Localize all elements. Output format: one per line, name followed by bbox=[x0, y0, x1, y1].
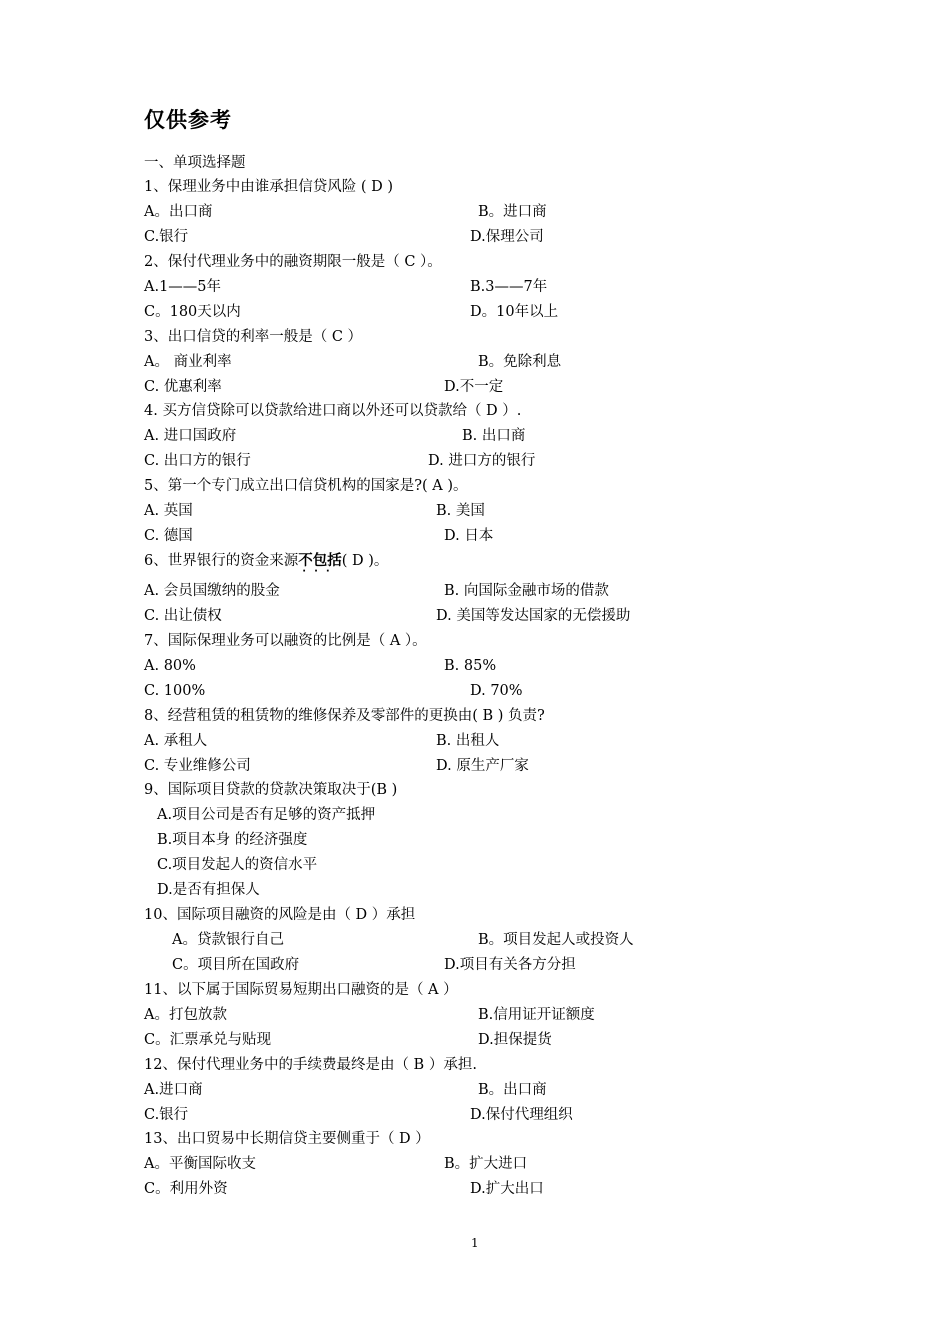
option-a: A.进口商 bbox=[144, 1082, 203, 1098]
option-c: C。项目所在国政府 bbox=[172, 957, 300, 973]
page-title: 仅供参考 bbox=[144, 108, 232, 132]
option-c: C.项目发起人的资信水平 bbox=[157, 857, 318, 873]
option-c: C.银行 bbox=[144, 229, 189, 245]
question-6-answer: ( D )。 bbox=[341, 553, 389, 569]
question-11: 11、以下属于国际贸易短期出口融资的是（ A ） bbox=[144, 982, 458, 998]
option-d: D. 70% bbox=[470, 683, 523, 699]
option-a: A。 商业利率 bbox=[144, 354, 232, 370]
option-d: D.担保提货 bbox=[478, 1032, 552, 1048]
option-d: D.不一定 bbox=[444, 379, 504, 395]
section-heading: 一、单项选择题 bbox=[144, 155, 246, 171]
option-b: B. 出口商 bbox=[462, 428, 526, 444]
option-d: D。10年以上 bbox=[470, 304, 559, 320]
option-b: B. 85% bbox=[444, 658, 497, 674]
option-b: B。出口商 bbox=[478, 1082, 547, 1098]
option-c: C. 专业维修公司 bbox=[144, 758, 251, 774]
option-a: A. 进口国政府 bbox=[144, 428, 237, 444]
option-c: C. 优惠利率 bbox=[144, 379, 222, 395]
option-d: D. 进口方的银行 bbox=[428, 453, 536, 469]
question-2: 2、保付代理业务中的融资期限一般是（ C ）。 bbox=[144, 254, 442, 270]
question-12: 12、保付代理业务中的手续费最终是由（ B ）承担. bbox=[144, 1057, 477, 1073]
option-b: B. 出租人 bbox=[436, 733, 500, 749]
option-b: B。扩大进口 bbox=[444, 1156, 528, 1172]
option-c: C. 100% bbox=[144, 683, 206, 699]
option-a: A.项目公司是否有足够的资产抵押 bbox=[157, 807, 376, 823]
question-8: 8、经营租赁的租赁物的维修保养及零部件的更换由( B ) 负责? bbox=[144, 708, 545, 724]
option-c: C。利用外资 bbox=[144, 1181, 228, 1197]
option-a: A。打包放款 bbox=[144, 1007, 227, 1023]
option-c: C.银行 bbox=[144, 1107, 189, 1123]
option-b: B. 美国 bbox=[436, 503, 485, 519]
option-c: C。汇票承兑与贴现 bbox=[144, 1032, 272, 1048]
emphasis-dots: ··· bbox=[302, 566, 338, 577]
option-a: A。出口商 bbox=[144, 204, 213, 220]
question-7: 7、国际保理业务可以融资的比例是（ A ）。 bbox=[144, 633, 427, 649]
question-6-text: 6、世界银行的资金来源 bbox=[144, 553, 299, 569]
option-c: C. 德国 bbox=[144, 528, 193, 544]
question-3: 3、出口信贷的利率一般是（ C ） bbox=[144, 329, 363, 345]
emphasis-not-included: 不包括 ··· bbox=[298, 553, 342, 577]
option-c: C。180天以内 bbox=[144, 304, 241, 320]
option-d: D.项目有关各方分担 bbox=[444, 957, 576, 973]
question-4: 4. 买方信贷除可以贷款给进口商以外还可以贷款给（ D ）. bbox=[144, 403, 522, 419]
option-d: D.保付代理组织 bbox=[470, 1107, 573, 1123]
page-number: 1 bbox=[471, 1236, 479, 1250]
option-a: A. 80% bbox=[144, 658, 196, 674]
option-d: D.是否有担保人 bbox=[157, 882, 260, 898]
option-d: D.保理公司 bbox=[470, 229, 544, 245]
option-d: D. 日本 bbox=[444, 528, 494, 544]
option-d: D. 美国等发达国家的无偿援助 bbox=[436, 608, 631, 624]
option-a: A. 会员国缴纳的股金 bbox=[144, 583, 280, 599]
option-b: B.项目本身 的经济强度 bbox=[157, 832, 308, 848]
question-9: 9、国际项目贷款的贷款决策取决于(B ) bbox=[144, 782, 398, 798]
option-b: B。免除利息 bbox=[478, 354, 562, 370]
option-c: C. 出口方的银行 bbox=[144, 453, 251, 469]
option-b: B.3——7年 bbox=[470, 279, 548, 295]
option-b: B.信用证开证额度 bbox=[478, 1007, 595, 1023]
option-c: C. 出让债权 bbox=[144, 608, 222, 624]
question-1: 1、保理业务中由谁承担信贷风险 ( D ) bbox=[144, 179, 393, 195]
option-b: B. 向国际金融市场的借款 bbox=[444, 583, 609, 599]
option-a: A. 承租人 bbox=[144, 733, 208, 749]
option-b: B。进口商 bbox=[478, 204, 547, 220]
option-d: D.扩大出口 bbox=[470, 1181, 544, 1197]
question-5: 5、第一个专门成立出口信贷机构的国家是?( A )。 bbox=[144, 478, 468, 494]
question-10: 10、国际项目融资的风险是由（ D ）承担 bbox=[144, 907, 416, 923]
question-13: 13、出口贸易中长期信贷主要侧重于（ D ） bbox=[144, 1131, 430, 1147]
option-a: A。贷款银行自己 bbox=[172, 932, 284, 948]
option-a: A.1——5年 bbox=[144, 279, 222, 295]
option-d: D. 原生产厂家 bbox=[436, 758, 529, 774]
option-a: A。平衡国际收支 bbox=[144, 1156, 256, 1172]
question-6 bbox=[144, 551, 389, 577]
option-a: A. 英国 bbox=[144, 503, 193, 519]
option-b: B。项目发起人或投资人 bbox=[478, 932, 634, 948]
